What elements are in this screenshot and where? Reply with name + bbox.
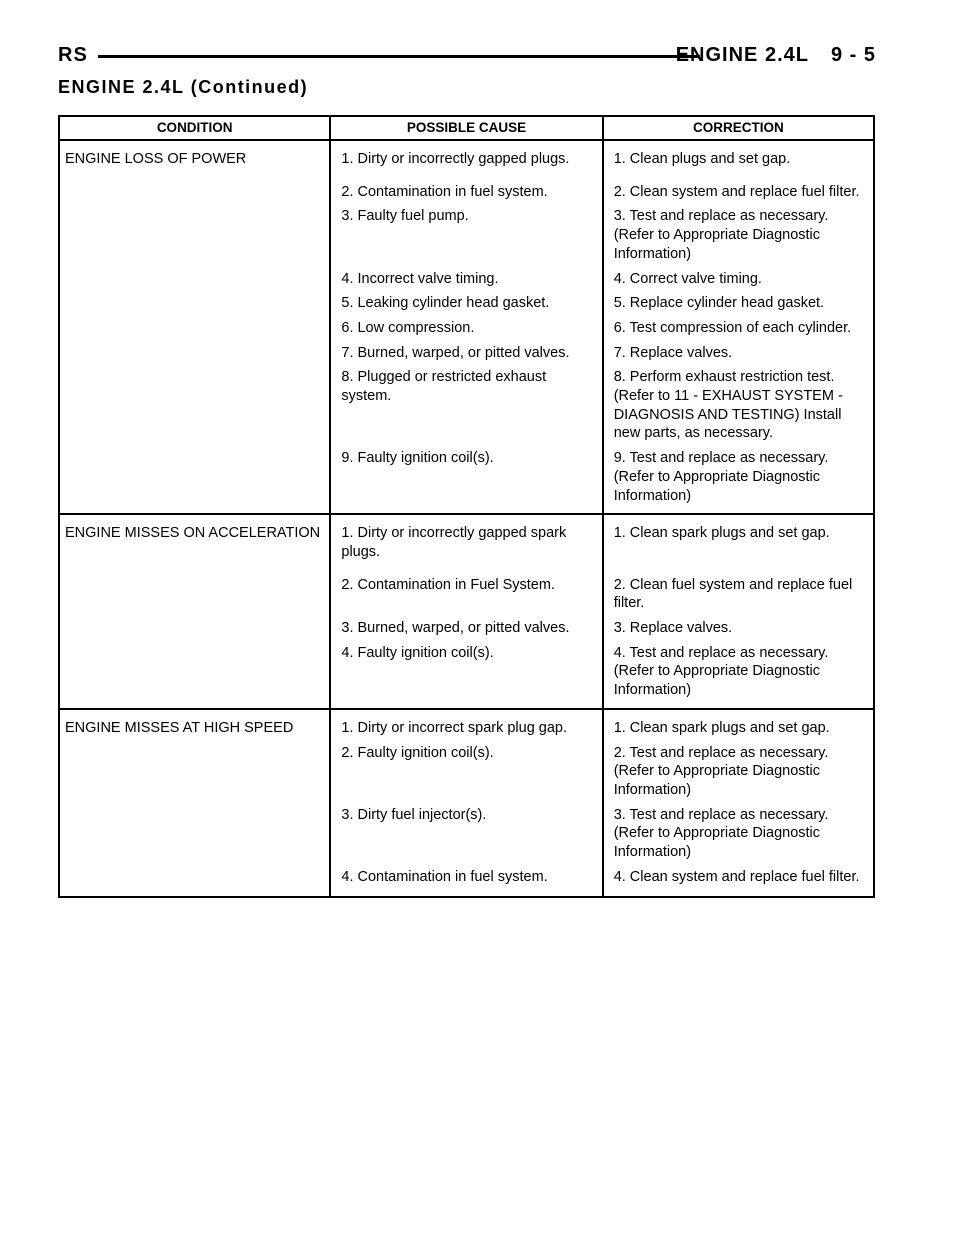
possible-cause-cell: 5. Leaking cylinder head gasket. [330, 288, 602, 313]
column-header-correction: CORRECTION [603, 116, 874, 140]
possible-cause-cell: 1. Dirty or incorrect spark plug gap. [330, 709, 602, 738]
table-row [59, 709, 874, 738]
condition-cell: ENGINE MISSES AT HIGH SPEED [59, 709, 330, 897]
possible-cause-cell: 6. Low compression. [330, 313, 602, 338]
column-header-condition: CONDITION [59, 116, 330, 140]
header-rule [98, 55, 700, 58]
condition-cell: ENGINE MISSES ON ACCELERATION [59, 514, 330, 709]
condition-cell: ENGINE LOSS OF POWER [59, 140, 330, 514]
possible-cause-cell: 8. Plugged or restricted exhaust system. [330, 362, 602, 443]
header-chapter [676, 44, 876, 67]
possible-cause-cell: 3. Burned, warped, or pitted valves. [330, 613, 602, 638]
possible-cause-cell: 4. Faulty ignition coil(s). [330, 638, 602, 709]
correction-cell: 8. Perform exhaust restriction test. (Refer to 11 - EXHAUST SYSTEM - DIAGNOSIS AND TESTING) Install new parts, as necessary. [603, 362, 874, 443]
header-chapter-title: ENGINE 2.4L [675, 44, 809, 66]
section-title: ENGINE 2.4L (Continued) [58, 77, 309, 97]
header-section-code: RS [58, 44, 88, 66]
correction-cell: 3. Test and replace as necessary. (Refer to Appropriate Diagnostic Information) [603, 800, 874, 862]
correction-cell: 4. Correct valve timing. [603, 264, 874, 289]
correction-cell: 1. Clean spark plugs and set gap. [603, 709, 874, 738]
correction-cell: 1. Clean spark plugs and set gap. [603, 514, 874, 561]
possible-cause-cell: 4. Contamination in fuel system. [330, 862, 602, 897]
page-number: 9 - 5 [830, 44, 876, 66]
possible-cause-cell: 1. Dirty or incorrectly gapped spark plugs. [330, 514, 602, 561]
page-header [58, 42, 876, 68]
possible-cause-cell: 7. Burned, warped, or pitted valves. [330, 338, 602, 363]
possible-cause-cell: 2. Contamination in Fuel System. [330, 562, 602, 613]
correction-cell: 6. Test compression of each cylinder. [603, 313, 874, 338]
table-row [59, 140, 874, 169]
correction-cell: 4. Test and replace as necessary. (Refer to Appropriate Diagnostic Information) [603, 638, 874, 709]
diagnosis-table [58, 115, 875, 898]
column-header-possible-cause: POSSIBLE CAUSE [330, 116, 602, 140]
correction-cell: 2. Clean system and replace fuel filter. [603, 169, 874, 202]
possible-cause-cell: 3. Faulty fuel pump. [330, 201, 602, 263]
possible-cause-cell: 2. Faulty ignition coil(s). [330, 738, 602, 800]
correction-cell: 9. Test and replace as necessary. (Refer to Appropriate Diagnostic Information) [603, 443, 874, 514]
correction-cell: 2. Clean fuel system and replace fuel filter. [603, 562, 874, 613]
condition-group [59, 514, 874, 709]
condition-group [59, 140, 874, 514]
possible-cause-cell: 1. Dirty or incorrectly gapped plugs. [330, 140, 602, 169]
correction-cell: 7. Replace valves. [603, 338, 874, 363]
correction-cell: 3. Test and replace as necessary. (Refer to Appropriate Diagnostic Information) [603, 201, 874, 263]
possible-cause-cell: 2. Contamination in fuel system. [330, 169, 602, 202]
possible-cause-cell: 4. Incorrect valve timing. [330, 264, 602, 289]
correction-cell: 5. Replace cylinder head gasket. [603, 288, 874, 313]
table-header [59, 116, 874, 140]
correction-cell: 4. Clean system and replace fuel filter. [603, 862, 874, 897]
correction-cell: 3. Replace valves. [603, 613, 874, 638]
correction-cell: 2. Test and replace as necessary. (Refer to Appropriate Diagnostic Information) [603, 738, 874, 800]
condition-group [59, 709, 874, 897]
table-row [59, 514, 874, 561]
correction-cell: 1. Clean plugs and set gap. [603, 140, 874, 169]
possible-cause-cell: 9. Faulty ignition coil(s). [330, 443, 602, 514]
possible-cause-cell: 3. Dirty fuel injector(s). [330, 800, 602, 862]
